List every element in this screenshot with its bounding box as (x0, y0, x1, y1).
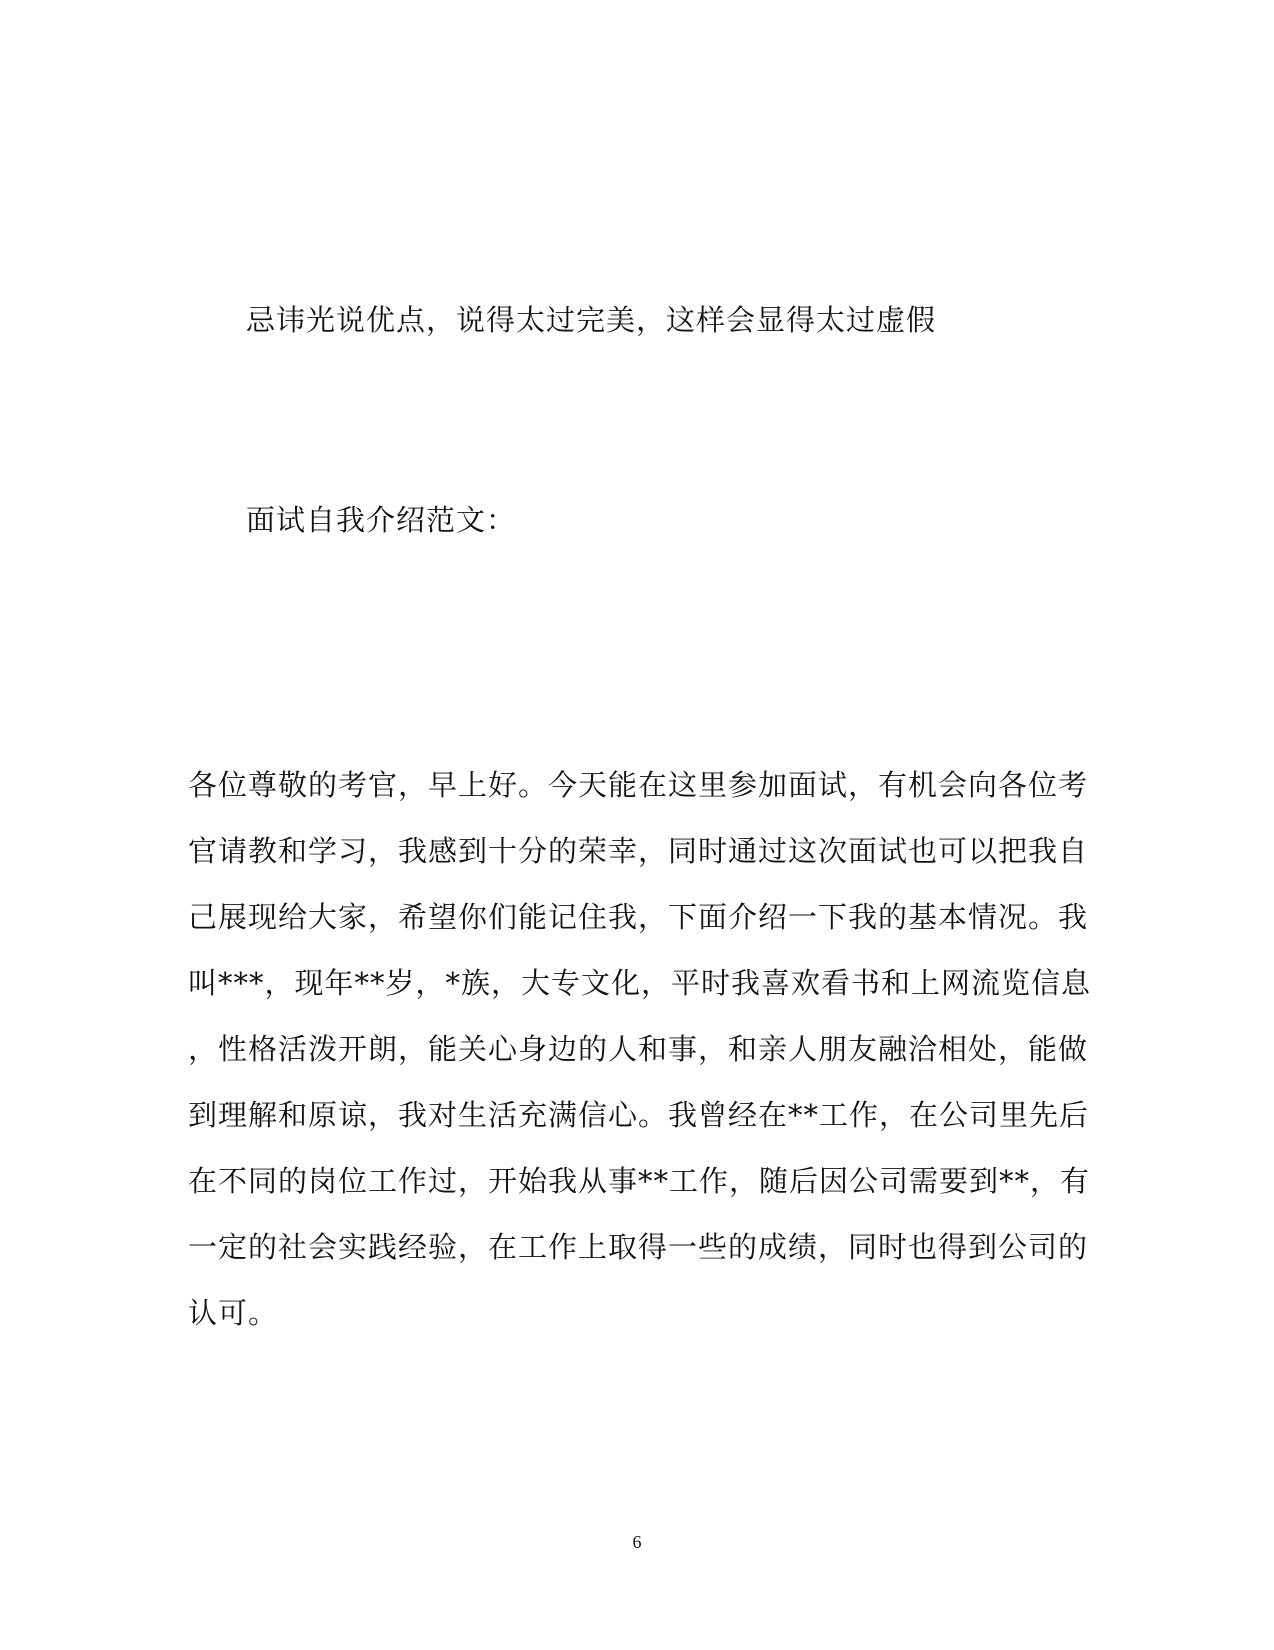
paragraph-line: 认可。 (188, 1296, 279, 1330)
paragraph-line: 官请教和学习，我感到十分的荣幸，同时通过这次面试也可以把我自 (188, 834, 1089, 868)
paragraph-line: 一定的社会实践经验，在工作上取得一些的成绩，同时也得到公司的 (188, 1230, 1089, 1264)
section-heading: 面试自我介绍范文： (246, 503, 517, 537)
paragraph-line: 己展现给大家，希望你们能记住我，下面介绍一下我的基本情况。我 (188, 900, 1089, 934)
page-number: 6 (632, 1532, 642, 1552)
paragraph-line: ，性格活泼开朗，能关心身边的人和事，和亲人朋友融洽相处，能做 (188, 1032, 1089, 1066)
paragraph-line: 叫***，现年**岁，*族，大专文化，平时我喜欢看书和上网流览信息 (188, 966, 1092, 1000)
paragraph-line: 到理解和原谅，我对生活充满信心。我曾经在**工作，在公司里先后 (188, 1098, 1090, 1132)
advice-line: 忌讳光说优点，说得太过完美，这样会显得太过虚假 (246, 303, 937, 337)
paragraph-line: 在不同的岗位工作过，开始我从事**工作，随后因公司需要到**，有 (188, 1164, 1091, 1198)
paragraph-line: 各位尊敬的考官，早上好。今天能在这里参加面试，有机会向各位考 (188, 768, 1089, 802)
self-introduction-paragraph (188, 752, 1092, 1346)
